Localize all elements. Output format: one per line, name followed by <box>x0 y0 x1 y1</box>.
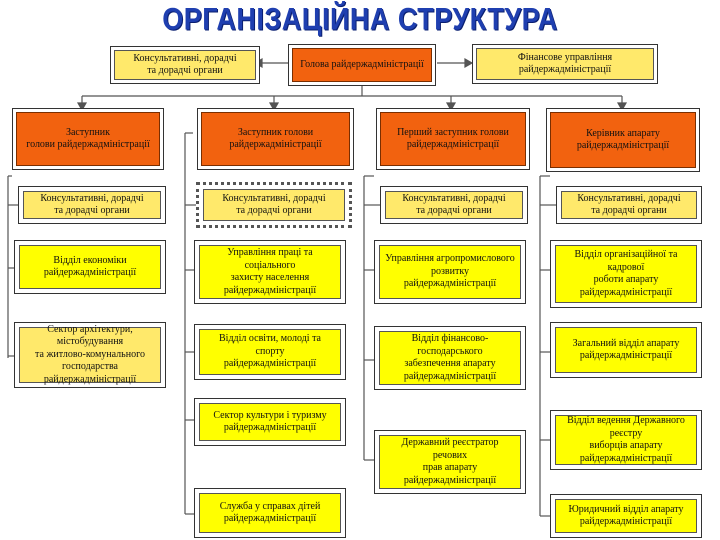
advisory-2-frame <box>196 182 352 228</box>
advisory-3-box: Консультативні, дорадчі та дорадчі органи <box>385 191 523 219</box>
col4-item-1-frame <box>550 240 702 308</box>
col2-item-3-frame <box>194 398 346 446</box>
head-box: Голова райдержадміністрації <box>292 48 432 82</box>
col3-item-2-box: Відділ фінансово-господарського забезпечення апарату райдержадміністрації <box>379 331 521 385</box>
deputy-1-box: Заступник голови райдержадміністрації <box>16 112 160 166</box>
advisory-1-frame <box>18 186 166 224</box>
page-title: ОРГАНІЗАЦІЙНА СТРУКТУРА <box>162 2 558 37</box>
col1-item-2-box: Сектор архітектури, містобудування та житлово-комунального господарства райдержадміністрації <box>19 327 161 383</box>
col1-item-1-frame <box>14 240 166 294</box>
col2-item-4-box: Служба у справах дітей райдержадміністрації <box>199 493 341 533</box>
col1-item-2-frame <box>14 322 166 388</box>
deputy-2-box: Заступник голови райдержадміністрації <box>201 112 350 166</box>
col2-item-2-box: Відділ освіти, молоді та спорту райдержадміністрації <box>199 329 341 375</box>
deputy-3-box: Перший заступник голови райдержадміністрації <box>380 112 526 166</box>
deputy-4-frame <box>546 108 700 172</box>
col1-item-1-box: Відділ економіки райдержадміністрації <box>19 245 161 289</box>
col4-item-2-frame <box>550 322 702 378</box>
col3-item-1-frame <box>374 240 526 304</box>
finance-frame <box>472 44 658 84</box>
col4-item-4-box: Юридичний відділ апарату райдержадміністрації <box>555 499 697 533</box>
col2-item-1-box: Управління праці та соціального захисту населення райдержадміністрації <box>199 245 341 299</box>
col2-item-2-frame <box>194 324 346 380</box>
col4-item-3-box: Відділ ведення Державного реєстру виборців апарату райдержадміністрації <box>555 415 697 465</box>
col4-item-4-frame <box>550 494 702 538</box>
advisory-3-frame <box>380 186 528 224</box>
col2-item-1-frame <box>194 240 346 304</box>
advisory-4-frame <box>556 186 702 224</box>
top-advisory-box: Консультативні, дорадчі та дорадчі органи <box>114 50 256 80</box>
deputy-4-box: Керівник апарату райдержадміністрації <box>550 112 696 168</box>
col3-item-2-frame <box>374 326 526 390</box>
advisory-1-box: Консультативні, дорадчі та дорадчі органи <box>23 191 161 219</box>
col3-item-3-frame <box>374 430 526 494</box>
col3-item-1-box: Управління агропромислового розвитку райдержадміністрації <box>379 245 521 299</box>
col2-item-3-box: Сектор культури і туризму райдержадміністрації <box>199 403 341 441</box>
finance-box: Фінансове управління райдержадміністрації <box>476 48 654 80</box>
col2-item-4-frame <box>194 488 346 538</box>
col3-item-3-box: Державний реєстратор речових прав апарату райдержадміністрації <box>379 435 521 489</box>
col4-item-1-box: Відділ організаційної та кадрової роботи апарату райдержадміністрації <box>555 245 697 303</box>
col4-item-2-box: Загальний відділ апарату райдержадміністрації <box>555 327 697 373</box>
deputy-2-frame <box>197 108 354 170</box>
advisory-4-box: Консультативні, дорадчі та дорадчі органи <box>561 191 697 219</box>
head-frame <box>288 44 436 86</box>
col4-item-3-frame <box>550 410 702 470</box>
top-advisory-frame <box>110 46 260 84</box>
advisory-2-box: Консультативні, дорадчі та дорадчі органи <box>203 189 345 221</box>
deputy-1-frame <box>12 108 164 170</box>
deputy-3-frame <box>376 108 530 170</box>
